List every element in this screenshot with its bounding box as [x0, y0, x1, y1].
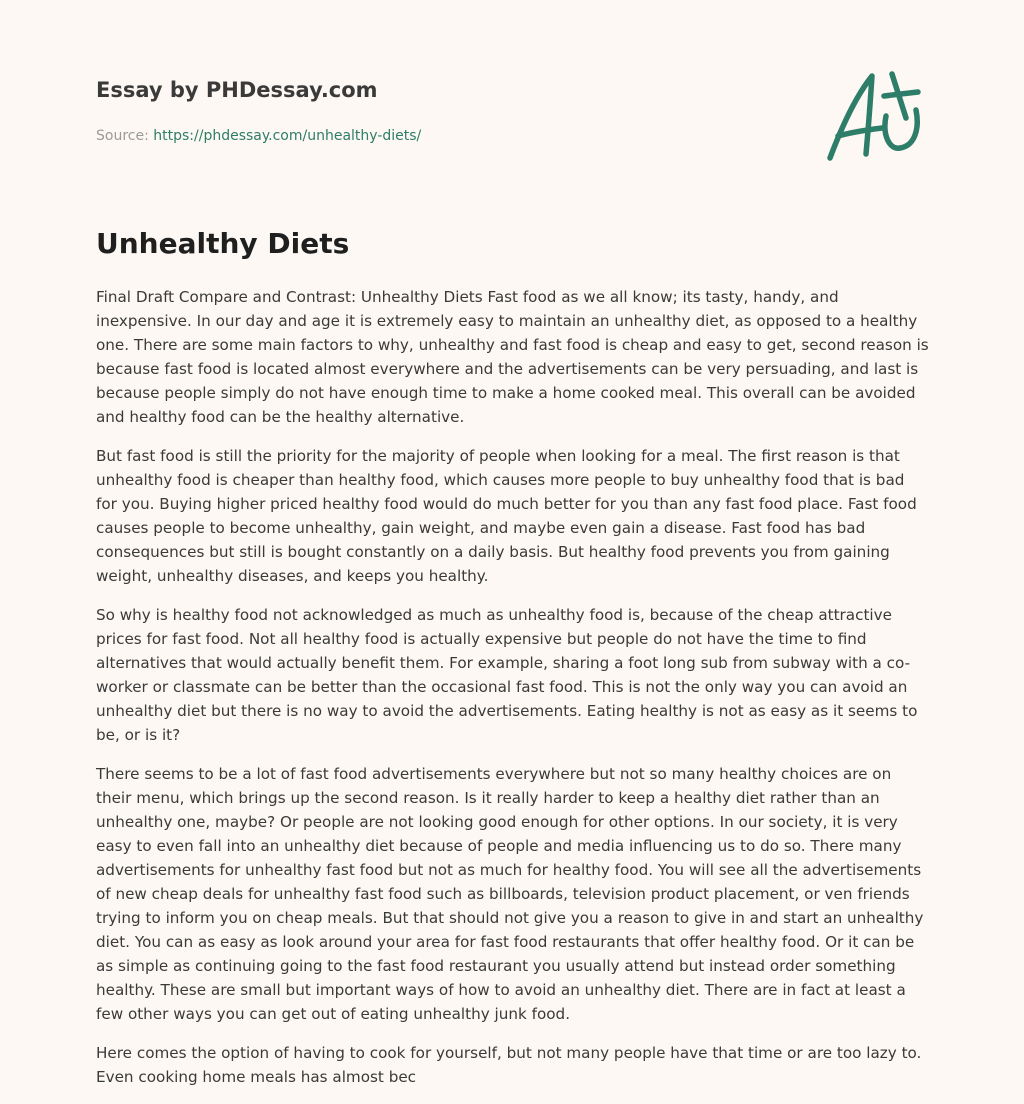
- source-line: [96, 126, 656, 146]
- site-brand: Essay by PHDessay.com: [96, 78, 378, 102]
- essay-title: Unhealthy Diets: [96, 227, 350, 260]
- essay-paragraph: But fast food is still the priority for the majority of people when looking for a meal. The first reason is that unhealthy food is cheaper than healthy food, which causes more people to buy unhealthy food that is bad for you. Buying higher priced healthy food would do much better for you than any fast food place. Fast food causes people to become unhealthy, gain weight, and maybe even gain a disease. Fast food has bad consequences but still is bought constantly on a daily basis. But healthy food prevents you from gaining weight, unhealthy diseases, and keeps you healthy.: [96, 447, 917, 585]
- source-link[interactable]: https://phdessay.com/unhealthy-diets/: [153, 128, 422, 144]
- essay-paragraph: There seems to be a lot of fast food advertisements everywhere but not so many healthy choices are on their menu, which brings up the second reason. Is it really harder to keep a healthy diet rather than an unhealthy one, maybe? Or people are not looking good enough for other options. In our society, it is very easy to even fall into an unhealthy diet because of people and media influencing us to do so. There many advertisements for unhealthy fast food but not as much for healthy food. You will see all the advertisements of new cheap deals for unhealthy fast food such as billboards, television product placement, or ven friends trying to inform you on cheap meals. But that should not give you a reason to give in and start an unhealthy diet. You can as easy as look around your area for fast food restaurants that offer healthy food. Or it can be as simple as continuing going to the fast food restaurant you usually attend but instead order something healthy. These are small but important ways of how to avoid an unhealthy diet. There are in fact at least a few other ways you can get out of eating unhealthy junk food.: [96, 765, 924, 1023]
- a-plus-grade-icon: [820, 66, 930, 166]
- essay-paragraph: So why is healthy food not acknowledged as much as unhealthy food is, because of the cheap attractive prices for fast food. Not all healthy food is actually expensive but people do not have the time to find alternatives that would actually benefit them. For example, sharing a foot long sub from subway with a co-worker or classmate can be better than the occasional fast food. This is not the only way you can avoid an unhealthy diet but there is no way to avoid the advertisements. Eating healthy is not as easy as it seems to be, or is it?: [96, 606, 918, 744]
- essay-header: [96, 76, 656, 146]
- essay-body: [96, 285, 930, 1104]
- source-label: Source:: [96, 128, 149, 144]
- essay-paragraph: Final Draft Compare and Contrast: Unhealthy Diets Fast food as we all know; its tasty, handy, and inexpensive. In our day and age it is extremely easy to maintain an unhealthy diet, as opposed to a healthy one. There are some main factors to why, unhealthy and fast food is cheap and easy to get, second reason is because fast food is located almost everywhere and the advertisements can be very persuading, and last is because people simply do not have enough time to make a home cooked meal. This overall can be avoided and healthy food can be the healthy alternative.: [96, 288, 929, 426]
- essay-paragraph: Here comes the option of having to cook for yourself, but not many people have that time or are too lazy to. Even cooking home meals has almost bec: [96, 1044, 922, 1086]
